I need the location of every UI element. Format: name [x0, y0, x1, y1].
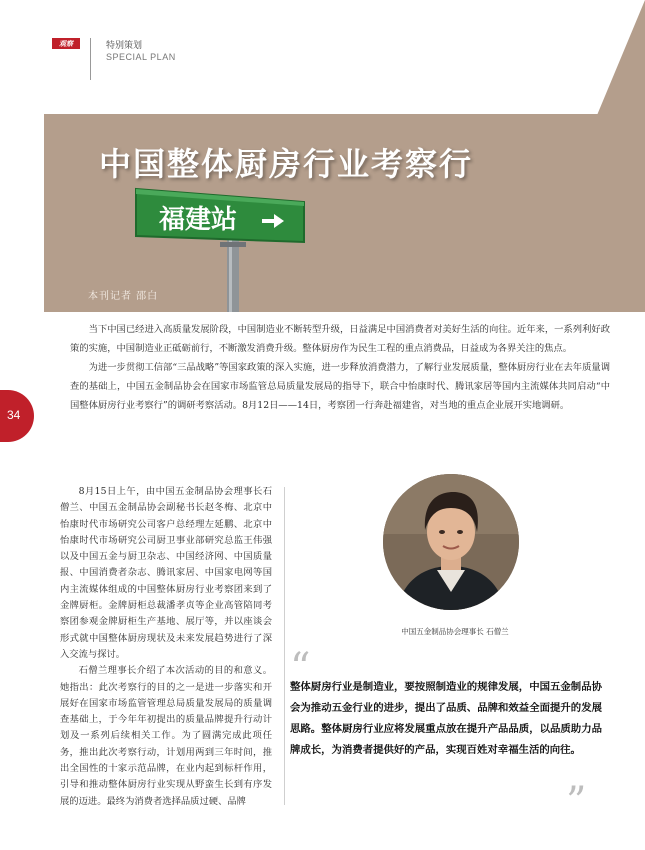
body-paragraph: 8月15日上午，由中国五金制品协会理事长石僧兰、中国五金制品协会副秘书长赵冬梅、北京中怡康时代市场研究公司客户总经理左延鹏、北京中怡康时代市场研究公司厨卫事业部研究总监王伟强以及中国五金与厨卫杂志、中国经济网、中国质量报、中国消费者杂志、腾讯家居、中国家电网等国内主流媒体组成的中国整体厨房行业考察团来到了金牌厨柜。金牌厨柜总裁潘孝贞等企业高管陪同考察团参观金牌厨柜生产基地、展厅等，并以座谈会形式就中国整体厨房现状及未来发展趋势进行了深入交流与探讨。: [60, 486, 272, 660]
body-paragraph: 石僧兰理事长介绍了本次活动的目的和意义。她指出：此次考察行的目的之一是进一步落实和开展好在国家市场监管管理总局质量发展局的质量调查基础上，于今年年初提出的质量品牌提升行动计划及一系列后续相关工作。为了圆满完成此项任务，推出此次考察行动，计划用两到三年时间，推出全国性的十家示范品牌，在业内起到标杆作用，引导和推动整体厨房行业实现从野蛮生长到有序发展的迈进。最终为消费者选择品质过硬、品牌: [60, 665, 272, 807]
portrait-photo: [383, 474, 519, 610]
body-column: [60, 484, 272, 810]
section-tag: 观察: [52, 38, 80, 49]
intro-paragraph: 当下中国已经进入高质量发展阶段，中国制造业不断转型升级，日益满足中国消费者对美好生活的向往。近年来，一系列利好政策的实施，中国制造业正砥砺前行，不断激发消费升级。整体厨房作为民生工程的重点消费品，日益成为各界关注的焦点。: [70, 324, 610, 354]
portrait-caption: 中国五金制品协会理事长 石僧兰: [401, 627, 509, 636]
open-quote-icon: “: [290, 645, 311, 691]
section-title-cn: 特别策划: [106, 41, 143, 51]
pull-quote: 整体厨房行业是制造业，要按照制造业的规律发展，中国五金制品协会为推动五金行业的进步，提出了品质、品牌和效益全面提升的发展思路。整体厨房行业应将发展重点放在提升产品品质，以品质助力品牌成长，为消费者提供好的产品，实现百姓对幸福生活的向往。: [290, 681, 602, 756]
intro-section: [70, 320, 610, 415]
byline: 本刊记者 邵白: [88, 291, 159, 302]
title-banner: [44, 114, 645, 312]
article-title: 中国整体厨房行业考察行: [99, 145, 474, 183]
header-diagonal-shape: [0, 0, 645, 120]
section-title-en: SPECIAL PLAN: [106, 52, 176, 62]
page-number-tab: [0, 390, 34, 442]
column-divider: [284, 487, 285, 805]
intro-paragraph: 为进一步贯彻工信部“三品战略”等国家政策的深入实施，进一步释放消费潜力，了解行业发展质量，整体厨房行业在去年质量调查的基础上，中国五金制品协会在国家市场监管总局质量发展局的指导下，联合中怡康时代、腾讯家居等国内主流媒体共同启动“中国整体厨房行业考察行”的调研考察活动。8月12日——14日，考察团一行奔赴福建省，对当地的重点企业展开实地调研。: [70, 362, 610, 411]
close-quote-icon: ”: [566, 779, 587, 825]
road-sign-illustration: [134, 184, 309, 312]
page-number: 34: [7, 408, 21, 422]
header-divider: [90, 38, 91, 80]
sign-label: 福建站: [159, 205, 238, 235]
